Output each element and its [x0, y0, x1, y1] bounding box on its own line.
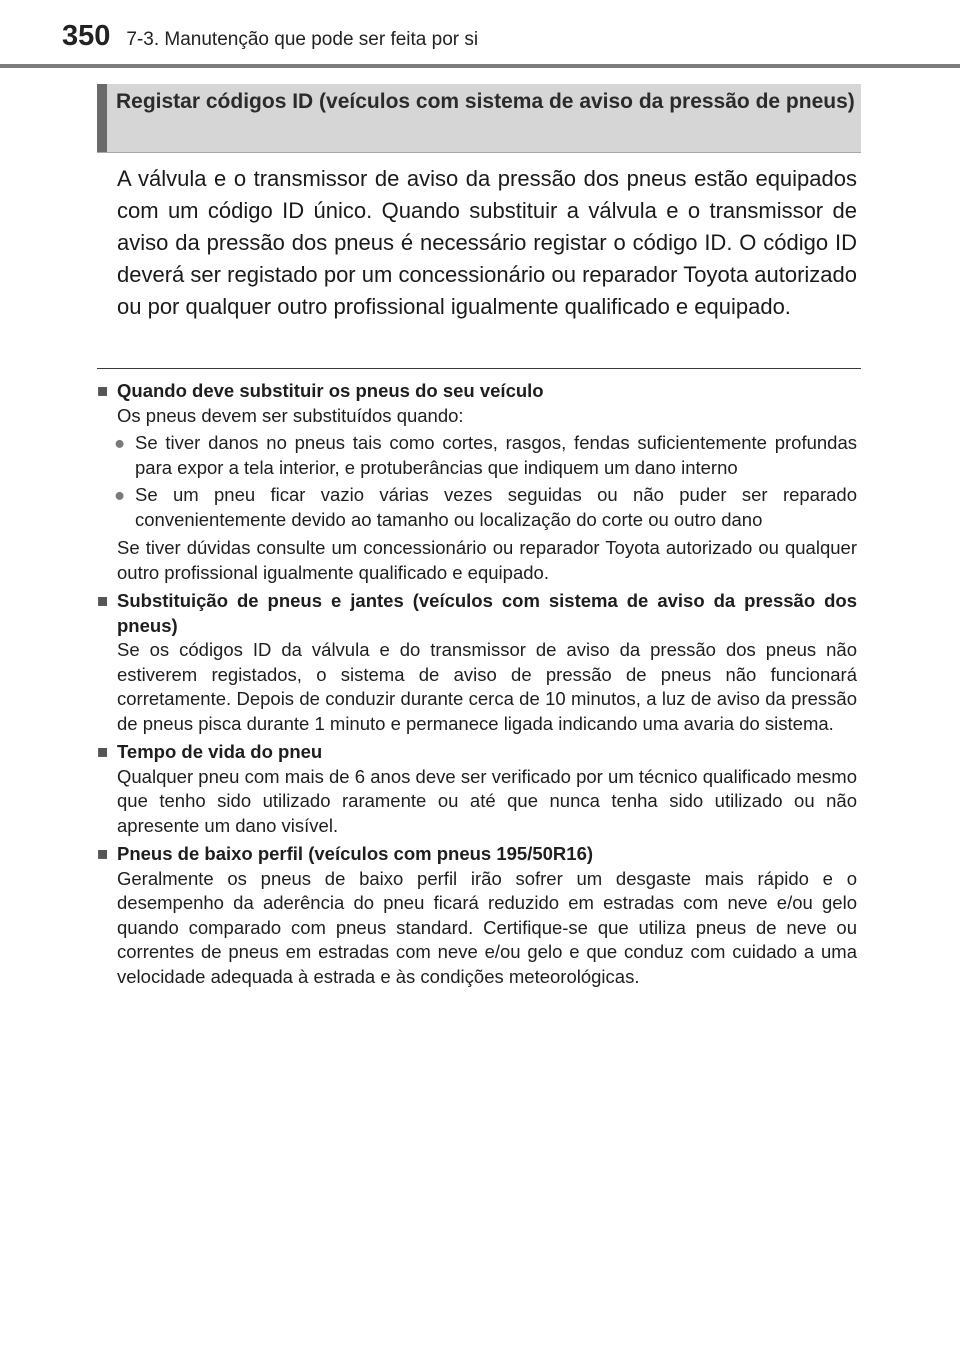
topic-body: Se os códigos ID da válvula e do transmissor de aviso da pressão dos pneus não estiverem registados, o sistema de aviso de pressão de pneus não funcionará corretamente. Depois de conduzir durante cerca de 10 minutos, a luz de aviso da pressão de pneus pisca durante 1 minuto e permanece ligada indicando uma avaria do sistema. — [117, 639, 857, 734]
topic-heading: ■ Pneus de baixo perfil (veículos com pneus 195/50R16) — [97, 842, 857, 867]
chapter-title: 7-3. Manutenção que pode ser feita por si — [126, 29, 479, 50]
topic-body: Qualquer pneu com mais de 6 anos deve ser verificado por um técnico qualificado mesmo que tenho sido utilizado raramente ou até que nunca tenha sido utilizado ou não apresente um dano visível. — [117, 765, 857, 836]
square-bullet-icon: ■ — [97, 380, 109, 401]
topic-body: Geralmente os pneus de baixo perfil irão sofrer um desgaste mais rápido e o desempenho da aderência do pneu ficará reduzido em estradas com neve e/ou gelo quando comparado com pneus standard. Certifique-se que utiliza pneus de neve ou correntes de pneus em estradas com neve e/ou gelo e que conduz com cuidado a uma velocidade adequada à estrada e às condições meteorológicas. — [117, 867, 857, 987]
list-item: ● Se um pneu ficar vazio várias vezes seguidas ou não puder ser reparado convenientemente devido ao tamanho ou localização do corte ou outro dano — [114, 484, 857, 530]
topic-heading: ■ Tempo de vida do pneu — [97, 740, 857, 765]
header-rule — [0, 64, 960, 68]
section-title-accent-bar — [97, 84, 107, 152]
square-bullet-icon: ■ — [97, 741, 109, 762]
page-header — [62, 20, 922, 60]
page-number: 350 — [62, 20, 111, 52]
topics — [97, 376, 857, 989]
circle-bullet-icon: ● — [114, 484, 126, 505]
topic-heading: ■ Substituição de pneus e jantes (veículos com sistema de aviso da pressão dos pneus) — [97, 590, 857, 636]
square-bullet-icon: ■ — [97, 843, 109, 864]
square-bullet-icon: ■ — [97, 590, 109, 611]
section-intro: A válvula e o transmissor de aviso da pressão dos pneus estão equipados com um código ID único. Quando substituir a válvula e o transmissor de aviso da pressão dos pneus é necessário registar o código ID. O código ID deverá ser registado por um concessionário ou reparador Toyota autorizado ou por qualquer outro profissional igualmente qualificado e equipado. — [117, 166, 857, 319]
topic-tail: Se tiver dúvidas consulte um concessionário ou reparador Toyota autorizado ou qualquer outro profissional igualmente qualificado e equipado. — [117, 537, 857, 583]
circle-bullet-icon: ● — [114, 432, 126, 453]
section-title: Registar códigos ID (veículos com sistema de aviso da pressão de pneus) — [116, 90, 855, 113]
topic-lead: Os pneus devem ser substituídos quando: — [117, 404, 464, 426]
section-divider — [97, 368, 861, 369]
list-item: ● Se tiver danos no pneus tais como cortes, rasgos, fendas suficientemente profundas para expor a tela interior, e protuberâncias que indiquem um dano interno — [114, 432, 857, 478]
topic-heading: ■ Quando deve substituir os pneus do seu veículo — [97, 379, 857, 404]
section-title-box — [97, 84, 861, 153]
